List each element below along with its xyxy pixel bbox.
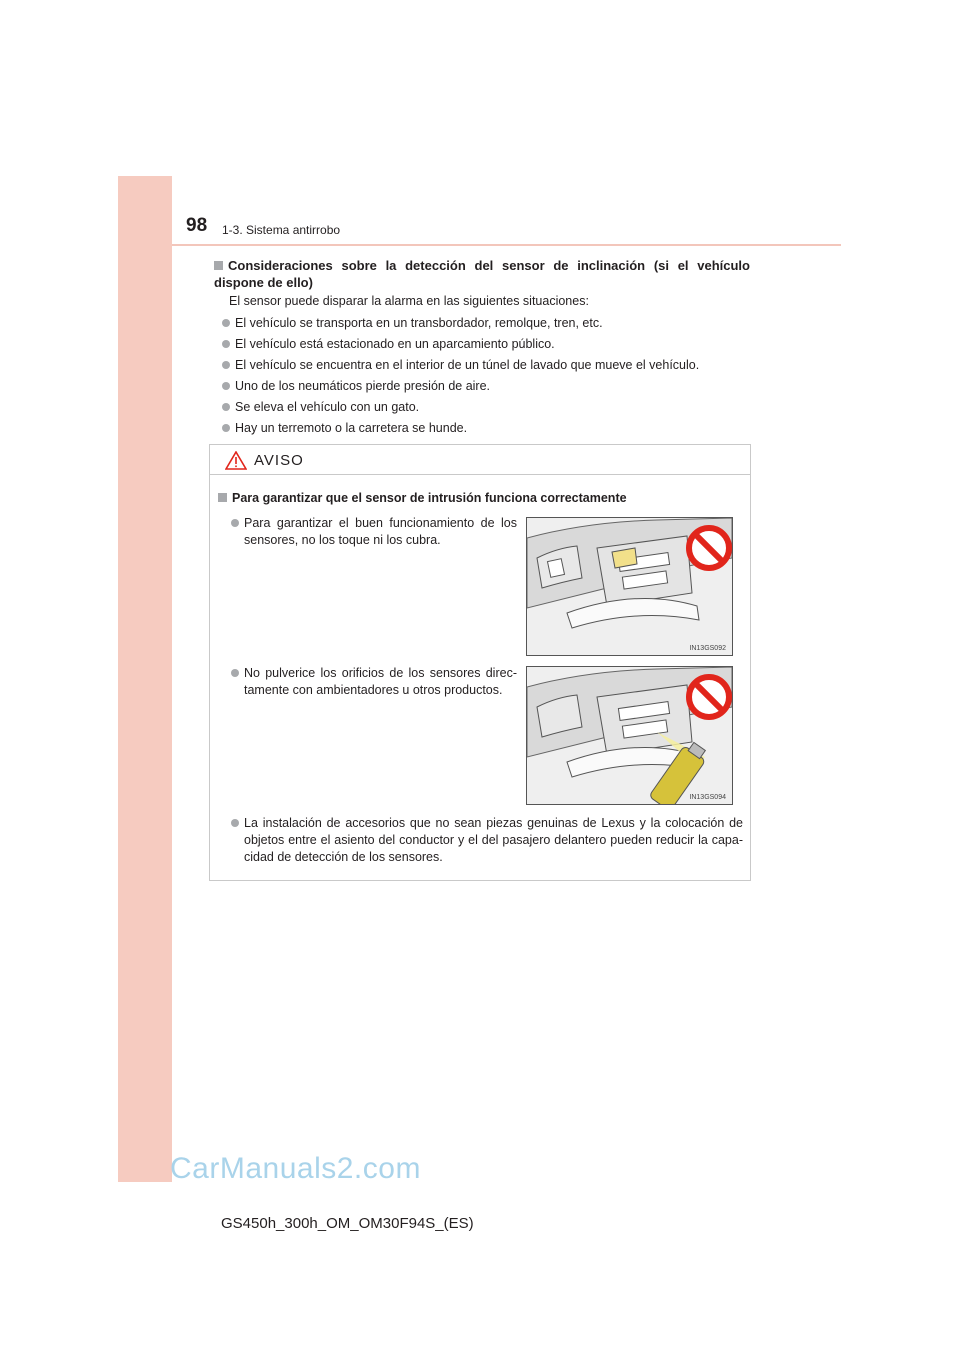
figure-code: IN13GS092	[689, 645, 726, 652]
bullet-dot-icon	[222, 361, 230, 369]
warning-heading: Para garantizar que el sensor de intrusión funciona correctamente	[218, 491, 627, 505]
section-title: 1-3. Sistema antirrobo	[222, 223, 341, 237]
warning-header	[210, 445, 750, 475]
warning-triangle-icon	[225, 451, 247, 470]
intro-text: El sensor puede disparar la alarma en las siguientes situaciones:	[229, 294, 589, 308]
warning-box	[209, 444, 751, 881]
list-item: Uno de los neumáticos pierde presión de aire.	[222, 378, 699, 399]
page-number: 98	[186, 215, 208, 236]
overhead-console-drawing	[527, 518, 732, 655]
sensor-touch-illustration	[526, 517, 733, 656]
list-item: Hay un terremoto o la carretera se hunde.	[222, 420, 699, 441]
situation-list	[222, 315, 699, 441]
sensor-spray-illustration	[526, 666, 733, 805]
chapter-sidebar-tab	[118, 176, 172, 1182]
bullet-dot-icon	[222, 424, 230, 432]
warning-item: No pulverice los orificios de los sensores direc-tamente con ambientadores u otros productos.	[231, 665, 517, 699]
bullet-dot-icon	[222, 382, 230, 390]
list-item: El vehículo se encuentra en el interior de un túnel de lavado que mueve el vehículo.	[222, 357, 699, 378]
manual-code: GS450h_300h_OM_OM30F94S_(ES)	[221, 1215, 474, 1232]
bullet-dot-icon	[231, 669, 239, 677]
list-item: El vehículo está estacionado en un aparcamiento público.	[222, 336, 699, 357]
list-item: El vehículo se transporta en un transbordador, remolque, tren, etc.	[222, 315, 699, 336]
header-divider	[172, 244, 841, 246]
warning-item: La instalación de accesorios que no sean piezas genuinas de Lexus y la colocación de objetos entre el asiento del conductor y el del pasajero delantero pueden reducir la capa-cidad de detección de los sensores.	[231, 815, 743, 866]
bullet-dot-icon	[231, 819, 239, 827]
warning-item: Para garantizar el buen funcionamiento de los sensores, no los toque ni los cubra.	[231, 515, 517, 549]
section-heading	[214, 257, 750, 291]
section-heading-text: Consideraciones sobre la detección del sensor de inclinación (si el vehículo dispone de ello)	[214, 258, 750, 290]
bullet-dot-icon	[222, 319, 230, 327]
square-bullet-icon	[214, 261, 223, 270]
overhead-console-spray-drawing	[527, 667, 732, 804]
list-item: Se eleva el vehículo con un gato.	[222, 399, 699, 420]
watermark-logo: CarManuals2.com	[170, 1152, 421, 1185]
square-bullet-icon	[218, 493, 227, 502]
bullet-dot-icon	[231, 519, 239, 527]
warning-title: AVISO	[254, 452, 304, 469]
figure-code: IN13GS094	[689, 794, 726, 801]
bullet-dot-icon	[222, 403, 230, 411]
bullet-dot-icon	[222, 340, 230, 348]
